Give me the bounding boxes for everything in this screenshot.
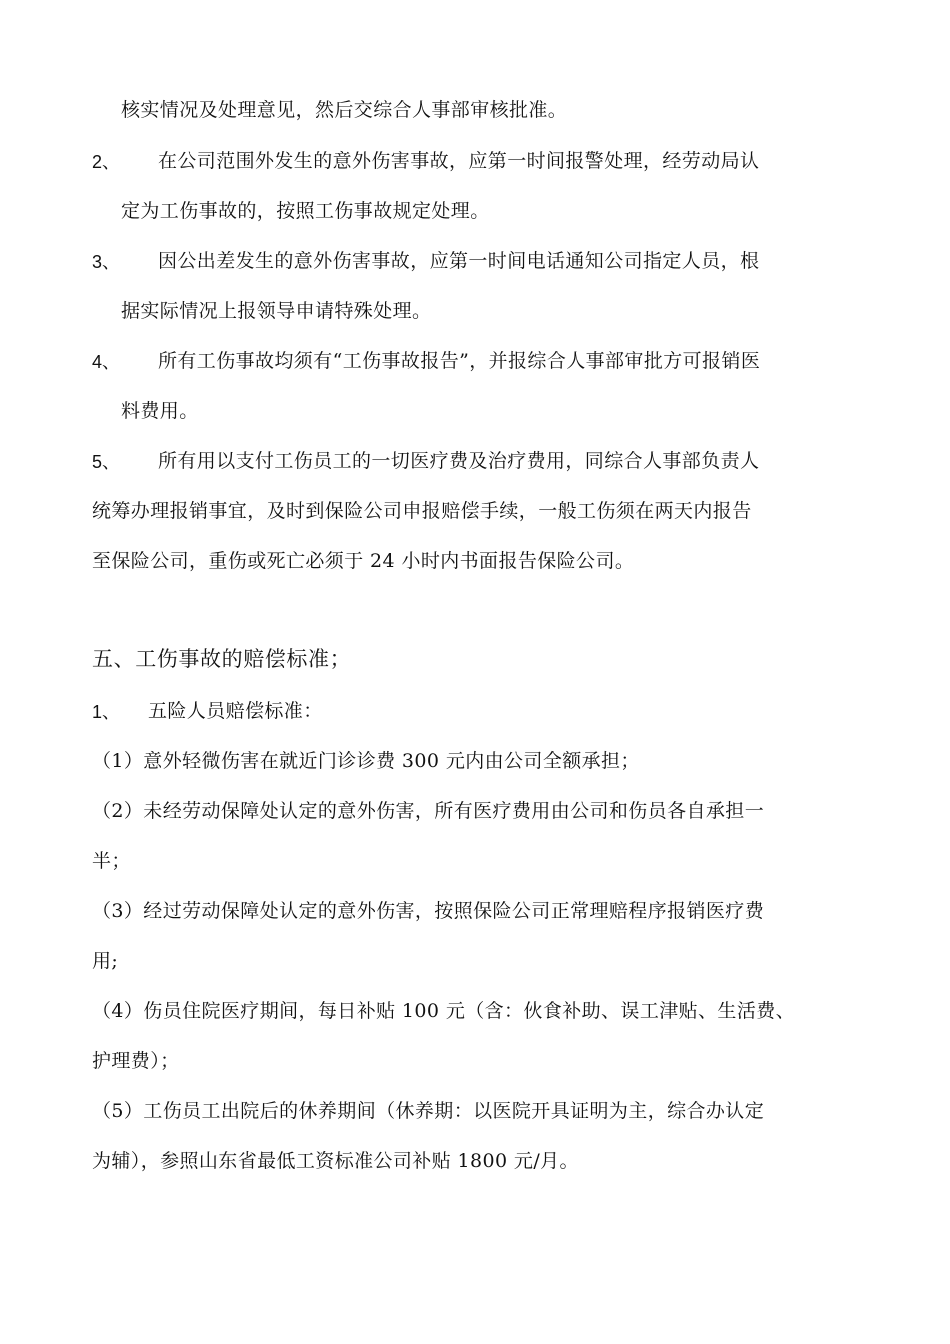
list-item-line: 用; xyxy=(92,950,119,972)
list-item-line: 至保险公司，重伤或死亡必须于 24 小时内书面报告保险公司。 xyxy=(92,550,635,572)
section-heading: 五、工伤事故的赔偿标准； xyxy=(92,647,352,671)
list-item-number: 2、 xyxy=(92,152,121,172)
list-item-line: （1）意外轻微伤害在就近门诊诊费 300 元内由公司全额承担； xyxy=(92,750,640,772)
list-item-line: 统筹办理报销事宜，及时到保险公司申报赔偿手续，一般工伤须在两天内报告 xyxy=(92,500,752,522)
list-item-number: 3、 xyxy=(92,252,121,272)
list-item-line: 所有用以支付工伤员工的一切医疗费及治疗费用，同综合人事部负责人 xyxy=(158,450,760,472)
list-item-line: （4）伤员住院医疗期间，每日补贴 100 元（含：伙食补助、误工津贴、生活费、 xyxy=(92,1000,796,1022)
list-item-line: 料费用。 xyxy=(121,400,199,422)
list-item-number: 4、 xyxy=(92,352,121,372)
paragraph-line: 核实情况及处理意见，然后交综合人事部审核批准。 xyxy=(121,99,568,121)
list-item-number: 1、 xyxy=(92,702,121,722)
list-item-line: （2）未经劳动保障处认定的意外伤害，所有医疗费用由公司和伤员各自承担一 xyxy=(92,800,765,822)
list-item-line: 因公出差发生的意外伤害事故，应第一时间电话通知公司指定人员，根 xyxy=(158,250,760,272)
list-item-line: 定为工伤事故的，按照工伤事故规定处理。 xyxy=(121,200,490,222)
list-item-line: 护理费）； xyxy=(92,1050,180,1072)
list-item-line: 五险人员赔偿标准： xyxy=(148,700,323,722)
list-item-number: 5、 xyxy=(92,452,121,472)
list-item-line: （3）经过劳动保障处认定的意外伤害，按照保险公司正常理赔程序报销医疗费 xyxy=(92,900,765,922)
list-item-line: 半； xyxy=(92,850,131,872)
list-item-line: （5）工伤员工出院后的休养期间（休养期：以医院开具证明为主，综合办认定 xyxy=(92,1100,765,1122)
list-item-line: 所有工伤事故均须有“工伤事故报告”，并报综合人事部审批方可报销医 xyxy=(158,350,761,372)
list-item-line: 为辅），参照山东省最低工资标准公司补贴 1800 元/月。 xyxy=(92,1150,579,1172)
list-item-line: 在公司范围外发生的意外伤害事故，应第一时间报警处理，经劳动局认 xyxy=(158,150,760,172)
list-item-line: 据实际情况上报领导申请特殊处理。 xyxy=(121,300,432,322)
